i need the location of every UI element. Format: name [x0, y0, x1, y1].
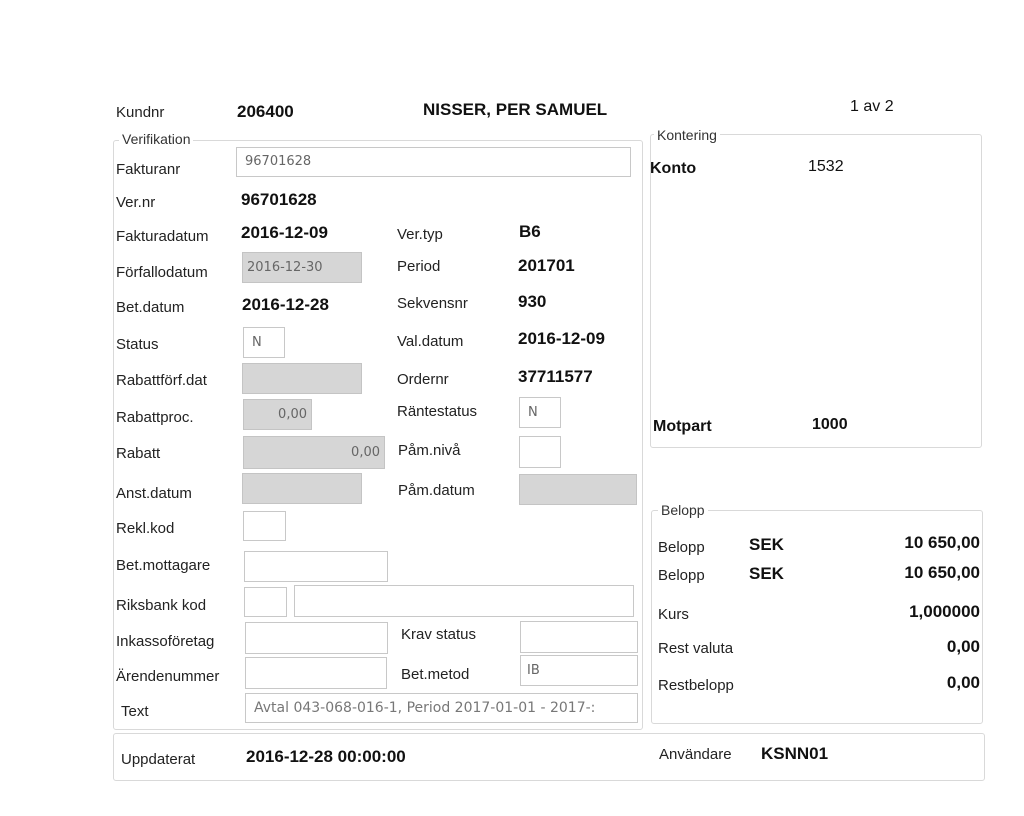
pamniva-label: Påm.nivå: [398, 442, 461, 459]
belopp-row-1-currency: SEK: [749, 535, 784, 554]
rest-valuta-value: 0,00: [946, 637, 980, 656]
kurs-label: Kurs: [658, 606, 689, 623]
sekvensnr-value: 930: [518, 292, 547, 311]
rabattforf-field[interactable]: [242, 363, 362, 394]
kontering-legend: Kontering: [654, 127, 720, 143]
ordernr-value: 37711577: [518, 367, 593, 386]
fakturanr-label: Fakturanr: [116, 161, 181, 178]
arendenummer-field[interactable]: [245, 657, 387, 689]
anvandare-label: Användare: [659, 746, 732, 763]
pamdatum-field[interactable]: [519, 474, 637, 505]
page-indicator: 1 av 2: [850, 98, 894, 115]
rantestatus-field[interactable]: N: [519, 397, 561, 428]
restbelopp-value: 0,00: [946, 673, 980, 692]
fakturadatum-label: Fakturadatum: [116, 228, 209, 245]
belopp-row-1-label: Belopp: [658, 539, 705, 556]
rantestatus-label: Räntestatus: [397, 403, 478, 420]
kundnr-value: 206400: [237, 102, 294, 121]
anstdatum-label: Anst.datum: [116, 485, 192, 502]
konto-label: Konto: [650, 160, 697, 177]
motpart-value: 1000: [812, 416, 848, 433]
kurs-value: 1,000000: [909, 602, 980, 621]
betmetod-field[interactable]: IB: [520, 655, 638, 686]
belopp-row-2-currency: SEK: [749, 564, 784, 583]
text-label: Text: [121, 703, 149, 720]
kontering-frame: [650, 134, 982, 448]
status-label: Status: [116, 336, 159, 353]
fakturadatum-value: 2016-12-09: [241, 223, 328, 242]
fakturanr-field[interactable]: 96701628: [236, 147, 631, 177]
rest-valuta-label: Rest valuta: [658, 640, 734, 657]
belopp-row-2-label: Belopp: [658, 567, 705, 584]
sekvensnr-label: Sekvensnr: [397, 295, 468, 312]
betmetod-label: Bet.metod: [401, 666, 470, 683]
konto-value: 1532: [808, 158, 844, 175]
rabatt-label: Rabatt: [116, 445, 161, 462]
pamdatum-label: Påm.datum: [398, 482, 475, 499]
forfallodatum-field[interactable]: 2016-12-30: [242, 252, 362, 283]
betdatum-value: 2016-12-28: [242, 295, 329, 314]
belopp-legend: Belopp: [658, 502, 708, 518]
anvandare-value: KSNN01: [761, 744, 829, 763]
text-field[interactable]: Avtal 043-068-016-1, Period 2017-01-01 - 2017-:: [245, 693, 638, 723]
forfallodatum-label: Förfallodatum: [116, 264, 208, 281]
reklkod-label: Rekl.kod: [116, 520, 175, 537]
reklkod-field[interactable]: [243, 511, 286, 541]
rabattforf-label: Rabattförf.dat: [116, 372, 207, 389]
restbelopp-label: Restbelopp: [658, 677, 734, 694]
betdatum-label: Bet.datum: [116, 299, 185, 316]
kravstatus-field[interactable]: [520, 621, 638, 653]
vernr-label: Ver.nr: [116, 194, 156, 211]
vertyp-label: Ver.typ: [397, 226, 443, 243]
belopp-row-2-value: 10 650,00: [904, 563, 980, 582]
inkasso-field[interactable]: [245, 622, 388, 654]
rabattproc-field[interactable]: 0,00: [243, 399, 312, 430]
pamniva-field[interactable]: [519, 436, 561, 468]
kravstatus-label: Krav status: [401, 626, 477, 643]
riksbank-description-field[interactable]: [294, 585, 634, 617]
period-value: 201701: [518, 256, 575, 275]
uppdaterat-label: Uppdaterat: [121, 751, 196, 768]
riksbank-label: Riksbank kod: [116, 597, 207, 614]
motpart-label: Motpart: [653, 418, 712, 435]
rabattproc-label: Rabattproc.: [116, 409, 194, 426]
valdatum-value: 2016-12-09: [518, 329, 605, 348]
uppdaterat-value: 2016-12-28 00:00:00: [246, 747, 406, 766]
kundnr-label: Kundnr: [116, 104, 165, 121]
customer-name: NISSER, PER SAMUEL: [423, 100, 608, 119]
vertyp-value: B6: [519, 222, 541, 241]
arendenummer-label: Ärendenummer: [116, 668, 220, 685]
belopp-row-1-value: 10 650,00: [904, 533, 980, 552]
riksbank-code-field[interactable]: [244, 587, 287, 617]
verifikation-legend: Verifikation: [119, 131, 193, 147]
inkasso-label: Inkassoföretag: [116, 633, 215, 650]
valdatum-label: Val.datum: [397, 333, 464, 350]
anstdatum-field[interactable]: [242, 473, 362, 504]
period-label: Period: [397, 258, 441, 275]
footer-frame: [113, 733, 985, 781]
betmottagare-field[interactable]: [244, 551, 388, 582]
status-field[interactable]: N: [243, 327, 285, 358]
rabatt-field[interactable]: 0,00: [243, 436, 385, 469]
ordernr-label: Ordernr: [397, 371, 449, 388]
vernr-value: 96701628: [241, 190, 317, 209]
betmottagare-label: Bet.mottagare: [116, 557, 211, 574]
